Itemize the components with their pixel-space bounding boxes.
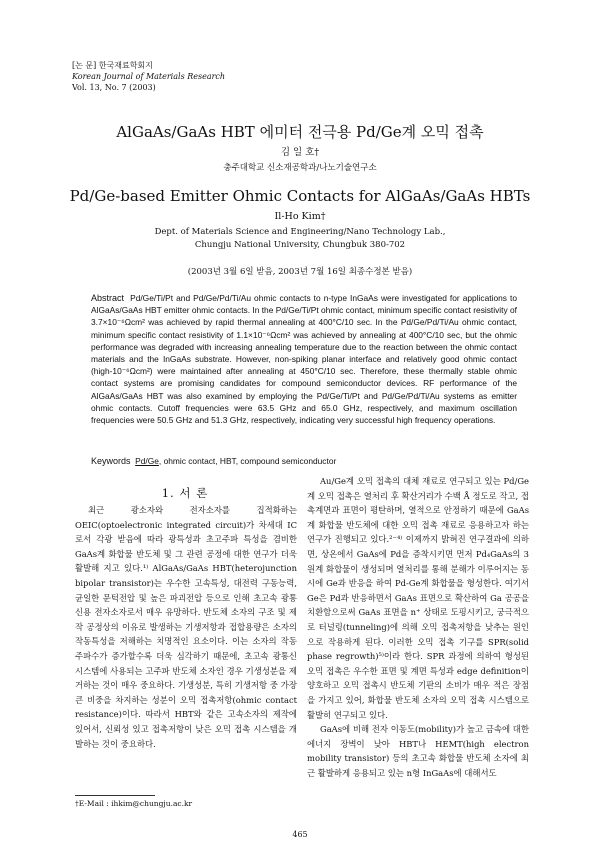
author-english: Il-Ho Kim† xyxy=(274,211,326,222)
section-heading-introduction: 1. 서 론 xyxy=(161,486,209,500)
journal-header-line2: Korean Journal of Materials Research xyxy=(72,72,226,81)
affiliation-korean: 충주대학교 신소재공학과/나노기술연구소 xyxy=(223,163,377,173)
journal-header xyxy=(72,60,225,93)
received-dates: (2003년 3월 6일 받음, 2003년 7월 16일 최종수정본 받음) xyxy=(187,267,413,277)
footnote-divider xyxy=(75,795,155,796)
keywords xyxy=(91,456,517,466)
left-column xyxy=(75,503,297,751)
abstract xyxy=(91,292,517,426)
author-korean: 김 일 호† xyxy=(280,147,320,158)
keyword-pdge: Pd/Ge xyxy=(135,456,159,466)
affiliation-english xyxy=(0,226,600,252)
keywords-label: Keywords xyxy=(91,456,131,466)
footnote-email: †E-Mail : ihkim@chungju.ac.kr xyxy=(75,799,193,808)
abstract-text: Pd/Ge/Ti/Pt and Pd/Ge/Pd/Ti/Au ohmic contacts to n-type InGaAs were investigated for applications to AlGaAs/GaAs HBT emitter ohmic contacts. In the Pd/Ge/Ti/Pt ohmic contact, minimum specific contact resistivity of 3.7×10⁻⁶Ωcm² was achieved by rapid thermal annealing at 400°C/10 sec. In the Pd/Ge/Pd/Ti/Au ohmic contact, minimum specific contact resistivity of 1.1×10⁻⁶Ωcm² was achieved by annealing at 400°C/10 sec, but the ohmic performance was degraded with increasing annealing temperature due to the reaction between the ohmic contact materials and the InGaAs substrate. However, non-spiking planar interface and relatively good ohmic contact (high-10⁻⁶Ωcm²) were maintained after annealing at 450°C/10 sec. Therefore, these thermally stable ohmic contact systems are promising candidates for compound semiconductor devices. RF performance of the AlGaAs/GaAs HBT was also examined by employing the Pd/Ge/Ti/Pt and Pd/Ge/Pd/Ti/Au systems as emitter ohmic contacts. Cutoff frequencies were 63.5 GHz and 65.0 GHz, respectively, and maximum oscillation frequencies were 50.5 GHz and 51.3 GHz, respectively, indicating very successful high frequency operations. xyxy=(91,293,517,426)
affiliation-english-line2: Chungju National University, Chungbuk 380-702 xyxy=(194,240,406,250)
keywords-rest: , ohmic contact, HBT, compound semiconductor xyxy=(158,456,337,466)
right-column xyxy=(307,474,529,780)
page-number: 465 xyxy=(292,830,308,839)
affiliation-english-line1: Dept. of Materials Science and Engineering/Nano Technology Lab., xyxy=(154,227,446,237)
journal-header-line3: Vol. 13, No. 7 (2003) xyxy=(72,83,156,92)
journal-header-line1: [논 문] 한국재료학회지 xyxy=(72,61,153,70)
paragraph: GaAs에 비해 전자 이동도(mobility)가 높고 금속에 대한 에너지 장벽이 낮아 HBT나 HEMT(high electron mobility transistor) 등의 초고속 화합물 반도체 소자에 최근 활발하게 응용되고 있는 n형 InGaAs에 대해서도 xyxy=(307,724,529,778)
paragraph: 최근 광소자와 전자소자를 집적화하는 OEIC(optoelectronic integrated circuit)가 차세대 IC로서 각광 받음에 따라 광특성과 초고주파 특성을 겸비한 GaAs계 화합물 반도체 및 그 관련 공정에 대한 연구가 더욱 활발해 지고 있다.¹⁾ AlGaAs/GaAs HBT(heterojunction bipolar transistor)는 우수한 고속특성, 대전력 구동능력, 균일한 문턱전압 및 높은 파괴전압 등으로 인해 초고속 광통신용 전자소자로서 매우 유망하다. 반도체 소자의 구조 및 제작 공정상의 이유로 발생하는 기생저항과 접합용량은 소자의 작동특성을 저해하는 치명적인 요소이다. 이는 소자의 작동 주파수가 증가할수록 더욱 심각하기 때문에, 초고속 광통신 시스템에 사용되는 고주파 반도체 소자인 경우 기생성분을 제거하는 것이 매우 중요하다. 기생성분, 특히 기생저항 중 가장 큰 비중을 차지하는 성분이 오믹 접촉저항(ohmic contact resistance)이다. 따라서 HBT와 같은 고속소자의 제작에 있어서, 신뢰성 있고 접촉저항이 낮은 오믹 접촉 시스템을 개발하는 것이 중요하다. xyxy=(75,505,297,749)
title-english: Pd/Ge-based Emitter Ohmic Contacts for AlGaAs/GaAs HBTs xyxy=(69,187,531,205)
abstract-label: Abstract xyxy=(91,293,125,303)
title-korean: AlGaAs/GaAs HBT 에미터 전극용 Pd/Ge계 오믹 접촉 xyxy=(116,123,484,141)
paragraph: Au/Ge계 오믹 접촉의 대체 재료로 연구되고 있는 Pd/Ge계 오믹 접촉은 열처리 후 확산거리가 수백 Å 정도로 작고, 접촉계면과 표면이 평탄하며, 열적으로 안정하기 때문에 GaAs계 화합물 반도체에 대한 오믹 접촉 재료로 응용하고자 하는 연구가 진행되고 있다.²⁻⁴⁾ 이제까지 밝혀진 연구결과에 의하면, 상온에서 GaAs에 Pd을 증착시키면 먼저 Pd₄GaAs의 3원계 화합물이 생성되며 열처리를 통해 분해가 이루어지는 동시에 Ge과 반응을 하여 Pd-Ge계 화합물을 형성한다. 여기서 Ge은 Pd과 반응하면서 GaAs 표면으로 확산하여 Ga 공공을 치환함으로써 GaAs 표면을 n⁺ 상태로 도핑시키고, 궁극적으로 터널링(tunneling)에 의해 오믹 접촉저항을 낮추는 원인으로 작용하게 된다. 이러한 오믹 접촉 기구를 SPR(solid phase regrowth)⁵⁾이라 한다. SPR 과정에 의하여 형성된 오믹 접촉은 우수한 표면 및 계면 특성과 edge definition이 양호하고 오믹 접촉시 반도체 기판의 소비가 매우 적은 장점을 가지고 있어, 화합물 반도체 소자의 오믹 접촉 시스템으로 활발히 연구되고 있다. xyxy=(307,476,529,720)
